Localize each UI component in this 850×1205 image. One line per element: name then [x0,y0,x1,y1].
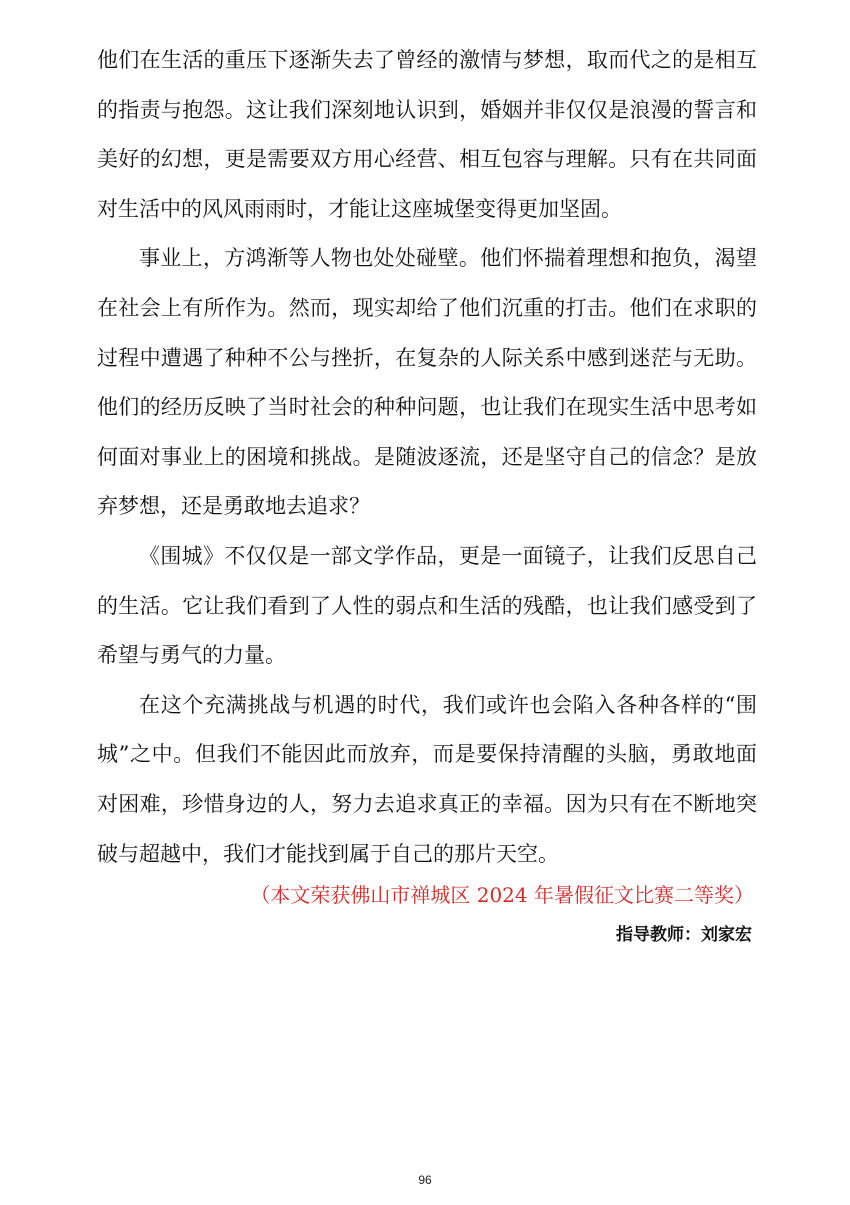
teacher-credit: 指导教师：刘家宏 [616,925,752,945]
award-note: （本文荣获佛山市禅城区 2024 年暑假征文比赛二等奖） [250,883,754,907]
page-number: 96 [418,1173,432,1187]
paragraph-marriage: 他们在生活的重压下逐渐失去了曾经的激情与梦想，取而代之的是相互的指责与抱怨。这让我们深刻地认识到，婚姻并非仅仅是浪漫的誓言和美好的幻想，更是需要双方用心经营、相互包容与理解。只有在共同面对生活中的风风雨雨时，才能让这座城堡变得更加坚固。 [97,48,757,221]
paragraph-mirror: 《围城》不仅仅是一部文学作品，更是一面镜子，让我们反思自己的生活。它让我们看到了人性的弱点和生活的残酷，也让我们感受到了希望与勇气的力量。 [97,543,757,668]
article-body [97,36,757,879]
paragraph-conclusion: 在这个充满挑战与机遇的时代，我们或许也会陷入各种各样的“围城”之中。但我们不能因此而放弃，而是要保持清醒的头脑，勇敢地面对困难，珍惜身边的人，努力去追求真正的幸福。因为只有在不断地突破与超越中，我们才能找到属于自己的那片天空。 [97,692,757,866]
paragraph-career: 事业上，方鸿渐等人物也处处碰壁。他们怀揣着理想和抱负，渴望在社会上有所作为。然而，现实却给了他们沉重的打击。他们在求职的过程中遭遇了种种不公与挫折，在复杂的人际关系中感到迷茫与无助。他们的经历反映了当时社会的种种问题，也让我们在现实生活中思考如何面对事业上的困境和挑战。是随波逐流，还是坚守自己的信念？是放弃梦想，还是勇敢地去追求？ [97,246,757,519]
